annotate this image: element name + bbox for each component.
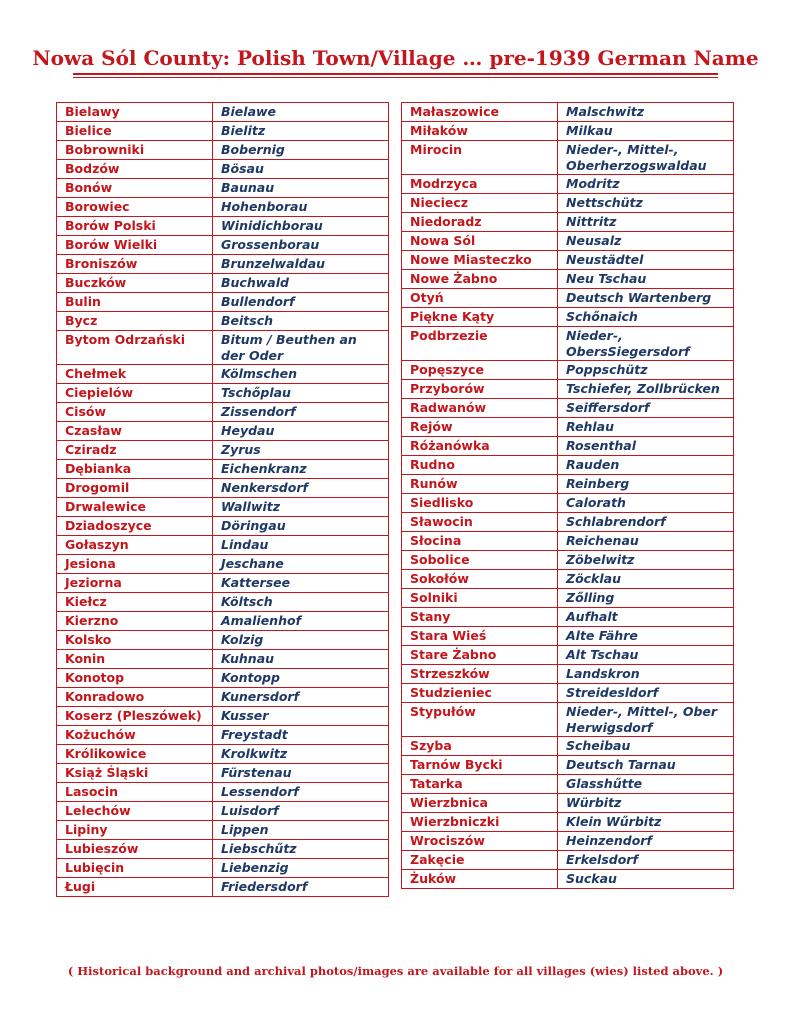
german-name-cell: Tschiefer, Zollbrücken (558, 380, 734, 399)
polish-name-cell: Buczków (57, 274, 213, 293)
polish-name-cell: Książ Śląski (57, 764, 213, 783)
polish-name-cell: Podbrzezie (402, 327, 558, 361)
polish-name-cell: Miłaków (402, 122, 558, 141)
table-row (57, 631, 389, 650)
polish-name-cell: Lipiny (57, 821, 213, 840)
table-row (57, 403, 389, 422)
table-row (402, 570, 734, 589)
table-row (57, 612, 389, 631)
polish-name-cell: Wierzbniczki (402, 813, 558, 832)
german-name-cell: Heinzendorf (558, 832, 734, 851)
table-row (57, 384, 389, 403)
table-row (402, 532, 734, 551)
table-row (57, 783, 389, 802)
table-row (402, 684, 734, 703)
german-name-cell: Freystadt (213, 726, 389, 745)
left-table-body (57, 103, 389, 897)
polish-name-cell: Kierzno (57, 612, 213, 631)
polish-name-cell: Nieciecz (402, 194, 558, 213)
german-name-cell: Liebschűtz (213, 840, 389, 859)
german-name-cell: Neu Tschau (558, 270, 734, 289)
polish-name-cell: Borów Polski (57, 217, 213, 236)
german-name-cell: Kontopp (213, 669, 389, 688)
polish-name-cell: Królikowice (57, 745, 213, 764)
german-name-cell: Kattersee (213, 574, 389, 593)
table-row (57, 312, 389, 331)
table-row (402, 813, 734, 832)
german-name-cell: Nenkersdorf (213, 479, 389, 498)
polish-name-cell: Lubięcin (57, 859, 213, 878)
polish-name-cell: Sokołów (402, 570, 558, 589)
german-name-cell: Kolzig (213, 631, 389, 650)
polish-name-cell: Żuków (402, 870, 558, 889)
german-name-cell: Bielawe (213, 103, 389, 122)
polish-name-cell: Solniki (402, 589, 558, 608)
german-name-cell: Tschőplau (213, 384, 389, 403)
table-row (402, 141, 734, 175)
table-row (402, 232, 734, 251)
table-row (57, 593, 389, 612)
polish-name-cell: Konin (57, 650, 213, 669)
german-name-cell: Aufhalt (558, 608, 734, 627)
polish-name-cell: Siedlisko (402, 494, 558, 513)
polish-name-cell: Dziadoszyce (57, 517, 213, 536)
table-row (402, 194, 734, 213)
polish-name-cell: Nowe Żabno (402, 270, 558, 289)
polish-name-cell: Sławocin (402, 513, 558, 532)
polish-name-cell: Dębianka (57, 460, 213, 479)
polish-name-cell: Nowa Sól (402, 232, 558, 251)
table-row (402, 756, 734, 775)
german-name-cell: Wallwitz (213, 498, 389, 517)
table-row (57, 726, 389, 745)
table-row (402, 794, 734, 813)
title-underline (73, 73, 718, 75)
german-name-cell: Zőlling (558, 589, 734, 608)
table-row (57, 160, 389, 179)
german-name-cell: Schlabrendorf (558, 513, 734, 532)
polish-name-cell: Borów Wielki (57, 236, 213, 255)
polish-name-cell: Szyba (402, 737, 558, 756)
german-name-cell: Nittritz (558, 213, 734, 232)
table-row (402, 361, 734, 380)
table-row (402, 513, 734, 532)
polish-name-cell: Otyń (402, 289, 558, 308)
table-row (57, 669, 389, 688)
table-row (402, 437, 734, 456)
table-row (57, 236, 389, 255)
table-row (402, 103, 734, 122)
table-row (402, 608, 734, 627)
table-row (57, 460, 389, 479)
table-row (57, 517, 389, 536)
german-name-cell: Kusser (213, 707, 389, 726)
german-name-cell: Glasshűtte (558, 775, 734, 794)
polish-name-cell: Stany (402, 608, 558, 627)
table-row (57, 688, 389, 707)
german-name-cell: Zyrus (213, 441, 389, 460)
german-name-cell: Würbitz (558, 794, 734, 813)
polish-name-cell: Chełmek (57, 365, 213, 384)
polish-name-cell: Lasocin (57, 783, 213, 802)
german-name-cell: Kuhnau (213, 650, 389, 669)
right-name-table (401, 102, 734, 889)
german-name-cell: Landskron (558, 665, 734, 684)
german-name-cell: Grossenborau (213, 236, 389, 255)
german-name-cell: Zissendorf (213, 403, 389, 422)
table-row (57, 707, 389, 726)
german-name-cell: Bösau (213, 160, 389, 179)
german-name-cell: Scheibau (558, 737, 734, 756)
german-name-cell: Alte Fähre (558, 627, 734, 646)
german-name-cell: Lessendorf (213, 783, 389, 802)
german-name-cell: Bitum / Beuthen an der Oder (213, 331, 389, 365)
table-row (402, 665, 734, 684)
table-row (57, 555, 389, 574)
german-name-cell: Amalienhof (213, 612, 389, 631)
table-row (402, 832, 734, 851)
table-row (57, 574, 389, 593)
german-name-cell: Schőnaich (558, 308, 734, 327)
table-row (57, 422, 389, 441)
table-row (57, 840, 389, 859)
german-name-cell: Friedersdorf (213, 878, 389, 897)
left-name-table (56, 102, 389, 897)
table-row (57, 331, 389, 365)
table-row (402, 870, 734, 889)
german-name-cell: Reichenau (558, 532, 734, 551)
table-row (402, 308, 734, 327)
polish-name-cell: Broniszów (57, 255, 213, 274)
german-name-cell: Jeschane (213, 555, 389, 574)
german-name-cell: Streidesldorf (558, 684, 734, 703)
polish-name-cell: Lelechów (57, 802, 213, 821)
table-row (57, 859, 389, 878)
table-row (57, 179, 389, 198)
polish-name-cell: Niedoradz (402, 213, 558, 232)
table-row (57, 498, 389, 517)
table-row (57, 274, 389, 293)
table-row (57, 255, 389, 274)
german-name-cell: Deutsch Tarnau (558, 756, 734, 775)
polish-name-cell: Małaszowice (402, 103, 558, 122)
german-name-cell: Krolkwitz (213, 745, 389, 764)
polish-name-cell: Sobolice (402, 551, 558, 570)
german-name-cell: Malschwitz (558, 103, 734, 122)
german-name-cell: Milkau (558, 122, 734, 141)
table-row (402, 289, 734, 308)
polish-name-cell: Modrzyca (402, 175, 558, 194)
german-name-cell: Reinberg (558, 475, 734, 494)
title-underline-thin (73, 77, 718, 78)
polish-name-cell: Stypułów (402, 703, 558, 737)
polish-name-cell: Kolsko (57, 631, 213, 650)
table-row (402, 251, 734, 270)
table-row (402, 270, 734, 289)
polish-name-cell: Bielice (57, 122, 213, 141)
table-row (57, 650, 389, 669)
german-name-cell: Luisdorf (213, 802, 389, 821)
german-name-cell: Modritz (558, 175, 734, 194)
polish-name-cell: Ciepielów (57, 384, 213, 403)
german-name-cell: Neusalz (558, 232, 734, 251)
polish-name-cell: Drogomil (57, 479, 213, 498)
table-row (402, 646, 734, 665)
table-row (402, 122, 734, 141)
table-row (402, 213, 734, 232)
german-name-cell: Heydau (213, 422, 389, 441)
table-row (402, 380, 734, 399)
footnote: ( Historical background and archival photos/images are available for all villages (wies) listed above. ) (67, 964, 724, 978)
german-name-cell: Nieder-, ObersSiegersdorf (558, 327, 734, 361)
polish-name-cell: Rejów (402, 418, 558, 437)
table-row (402, 627, 734, 646)
polish-name-cell: Konotop (57, 669, 213, 688)
german-name-cell: Nettschütz (558, 194, 734, 213)
table-row (402, 327, 734, 361)
table-row (57, 764, 389, 783)
polish-name-cell: Jeziorna (57, 574, 213, 593)
polish-name-cell: Drwalewice (57, 498, 213, 517)
polish-name-cell: Cziradz (57, 441, 213, 460)
table-row (57, 536, 389, 555)
polish-name-cell: Tatarka (402, 775, 558, 794)
polish-name-cell: Strzeszków (402, 665, 558, 684)
table-row (402, 551, 734, 570)
table-row (57, 821, 389, 840)
polish-name-cell: Jesiona (57, 555, 213, 574)
german-name-cell: Lippen (213, 821, 389, 840)
polish-name-cell: Zakęcie (402, 851, 558, 870)
polish-name-cell: Popęszyce (402, 361, 558, 380)
polish-name-cell: Rudno (402, 456, 558, 475)
polish-name-cell: Wrociszów (402, 832, 558, 851)
polish-name-cell: Mirocin (402, 141, 558, 175)
polish-name-cell: Runów (402, 475, 558, 494)
polish-name-cell: Kożuchów (57, 726, 213, 745)
german-name-cell: Beitsch (213, 312, 389, 331)
table-row (402, 475, 734, 494)
page-title: Nowa Sól County: Polish Town/Village … pre-1939 German Name (32, 46, 759, 70)
polish-name-cell: Bielawy (57, 103, 213, 122)
german-name-cell: Fürstenau (213, 764, 389, 783)
table-row (57, 878, 389, 897)
table-row (57, 802, 389, 821)
german-name-cell: Rauden (558, 456, 734, 475)
polish-name-cell: Studzieniec (402, 684, 558, 703)
polish-name-cell: Wierzbnica (402, 794, 558, 813)
german-name-cell: Buchwald (213, 274, 389, 293)
polish-name-cell: Radwanów (402, 399, 558, 418)
german-name-cell: Bielitz (213, 122, 389, 141)
polish-name-cell: Ługi (57, 878, 213, 897)
german-name-cell: Nieder-, Mittel-, Ober Herwigsdorf (558, 703, 734, 737)
table-row (402, 494, 734, 513)
polish-name-cell: Bycz (57, 312, 213, 331)
german-name-cell: Neustädtel (558, 251, 734, 270)
polish-name-cell: Kiełcz (57, 593, 213, 612)
german-name-cell: Brunzelwaldau (213, 255, 389, 274)
german-name-cell: Bullendorf (213, 293, 389, 312)
german-name-cell: Seiffersdorf (558, 399, 734, 418)
table-row (57, 198, 389, 217)
table-row (57, 217, 389, 236)
polish-name-cell: Czasław (57, 422, 213, 441)
polish-name-cell: Gołaszyn (57, 536, 213, 555)
table-row (402, 175, 734, 194)
german-name-cell: Lindau (213, 536, 389, 555)
german-name-cell: Bobernig (213, 141, 389, 160)
polish-name-cell: Bodzów (57, 160, 213, 179)
polish-name-cell: Bobrowniki (57, 141, 213, 160)
table-row (402, 775, 734, 794)
german-name-cell: Winidichborau (213, 217, 389, 236)
german-name-cell: Baunau (213, 179, 389, 198)
german-name-cell: Alt Tschau (558, 646, 734, 665)
polish-name-cell: Nowe Miasteczko (402, 251, 558, 270)
polish-name-cell: Piękne Kąty (402, 308, 558, 327)
table-row (57, 293, 389, 312)
table-row (57, 479, 389, 498)
german-name-cell: Rehlau (558, 418, 734, 437)
german-name-cell: Eichenkranz (213, 460, 389, 479)
right-table-body (402, 103, 734, 889)
table-row (57, 141, 389, 160)
polish-name-cell: Bonów (57, 179, 213, 198)
polish-name-cell: Słocina (402, 532, 558, 551)
german-name-cell: Költsch (213, 593, 389, 612)
polish-name-cell: Koserz (Pleszówek) (57, 707, 213, 726)
table-row (402, 703, 734, 737)
polish-name-cell: Stara Wieś (402, 627, 558, 646)
table-row (57, 103, 389, 122)
german-name-cell: Kölmschen (213, 365, 389, 384)
polish-name-cell: Bytom Odrzański (57, 331, 213, 365)
german-name-cell: Erkelsdorf (558, 851, 734, 870)
table-row (402, 737, 734, 756)
german-name-cell: Suckau (558, 870, 734, 889)
table-row (402, 399, 734, 418)
table-row (57, 441, 389, 460)
german-name-cell: Hohenborau (213, 198, 389, 217)
polish-name-cell: Tarnów Bycki (402, 756, 558, 775)
german-name-cell: Klein Wűrbitz (558, 813, 734, 832)
polish-name-cell: Przyborów (402, 380, 558, 399)
table-row (57, 122, 389, 141)
table-row (402, 418, 734, 437)
german-name-cell: Deutsch Wartenberg (558, 289, 734, 308)
table-row (57, 745, 389, 764)
polish-name-cell: Konradowo (57, 688, 213, 707)
table-row (402, 456, 734, 475)
german-name-cell: Zöbelwitz (558, 551, 734, 570)
german-name-cell: Nieder-, Mittel-, Oberherzogswaldau (558, 141, 734, 175)
german-name-cell: Kunersdorf (213, 688, 389, 707)
polish-name-cell: Cisów (57, 403, 213, 422)
table-row (57, 365, 389, 384)
german-name-cell: Calorath (558, 494, 734, 513)
german-name-cell: Liebenzig (213, 859, 389, 878)
german-name-cell: Zöcklau (558, 570, 734, 589)
german-name-cell: Rosenthal (558, 437, 734, 456)
polish-name-cell: Różanówka (402, 437, 558, 456)
table-row (402, 589, 734, 608)
german-name-cell: Döringau (213, 517, 389, 536)
polish-name-cell: Bulin (57, 293, 213, 312)
polish-name-cell: Lubieszów (57, 840, 213, 859)
german-name-cell: Poppschütz (558, 361, 734, 380)
polish-name-cell: Borowiec (57, 198, 213, 217)
polish-name-cell: Stare Żabno (402, 646, 558, 665)
table-row (402, 851, 734, 870)
